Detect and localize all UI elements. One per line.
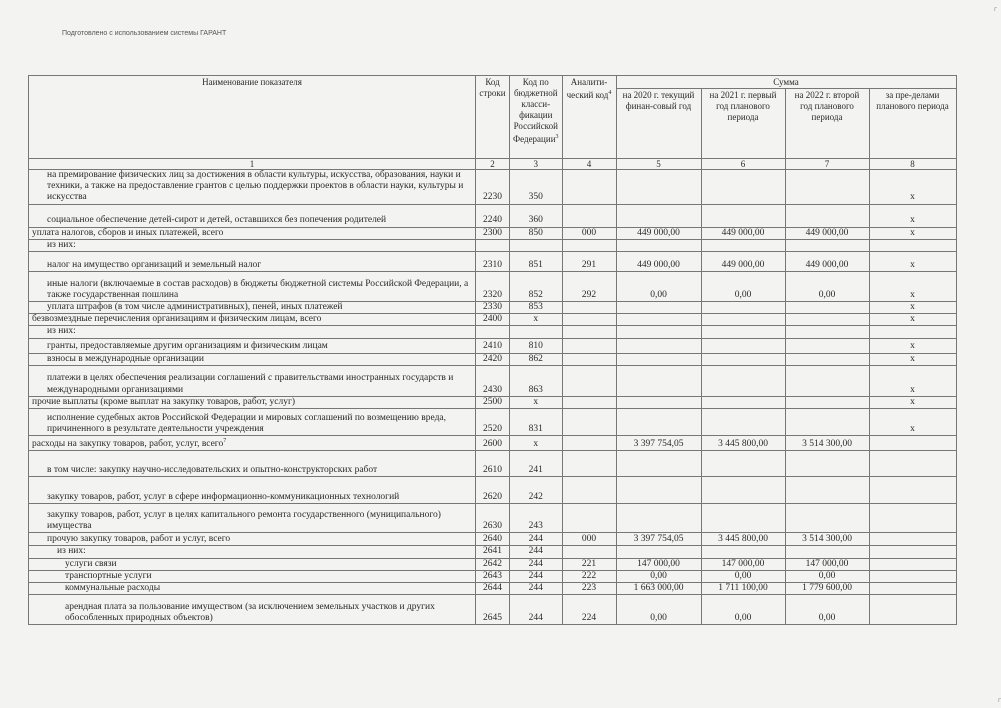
- row-code: 2410: [476, 338, 510, 353]
- row-value-2021: [701, 314, 785, 326]
- col-header-name: Наименование показателя: [29, 76, 476, 159]
- row-analytic: [562, 451, 616, 477]
- col-num: 1: [29, 159, 476, 170]
- row-value-2021: 3 445 800,00: [701, 436, 785, 451]
- row-kbk: 850: [510, 227, 563, 239]
- row-value-2022: [785, 396, 869, 408]
- row-kbk: 851: [510, 252, 563, 272]
- column-numbers-row: [29, 159, 957, 170]
- row-analytic: [562, 326, 616, 338]
- row-value-2021: [701, 338, 785, 353]
- row-value-2020: [616, 239, 701, 251]
- row-name: из них:: [29, 326, 476, 338]
- row-analytic: 223: [562, 583, 616, 595]
- row-value-beyond: [869, 477, 956, 504]
- row-value-2022: 3 514 300,00: [785, 533, 869, 546]
- table-row: [29, 477, 957, 504]
- row-name: услуги связи: [29, 558, 476, 570]
- table-row: [29, 326, 957, 338]
- row-value-beyond: [869, 436, 956, 451]
- row-value-2020: [616, 170, 701, 205]
- row-value-2021: [701, 170, 785, 205]
- table-row: [29, 239, 957, 251]
- row-value-2020: 0,00: [616, 595, 701, 625]
- row-name: расходы на закупку товаров, работ, услуг, всего$^7$: [29, 436, 476, 451]
- row-name: гранты, предоставляемые другим организациям и физическим лицам: [29, 338, 476, 353]
- row-analytic: 292: [562, 272, 616, 302]
- row-value-2022: 449 000,00: [785, 252, 869, 272]
- row-value-2020: [616, 314, 701, 326]
- row-value-2020: [616, 326, 701, 338]
- row-name: уплата штрафов (в том числе административных), пеней, иных платежей: [29, 302, 476, 314]
- row-analytic: [562, 302, 616, 314]
- row-code: 2620: [476, 477, 510, 504]
- row-name: арендная плата за пользование имуществом (за исключением земельных участков и других обособленных природных объектов): [29, 595, 476, 625]
- row-value-2021: 147 000,00: [701, 558, 785, 570]
- row-value-2022: [785, 451, 869, 477]
- row-value-beyond: [869, 504, 956, 533]
- row-value-2021: [701, 504, 785, 533]
- row-analytic: 000: [562, 533, 616, 546]
- row-value-beyond: [869, 583, 956, 595]
- row-value-2021: [701, 451, 785, 477]
- row-analytic: [562, 396, 616, 408]
- row-value-2020: 0,00: [616, 570, 701, 582]
- table-row: [29, 504, 957, 533]
- row-code: 2520: [476, 409, 510, 436]
- col-header-2022: на 2022 г. второй год планового периода: [785, 89, 869, 159]
- row-code: 2640: [476, 533, 510, 546]
- table-row: [29, 170, 957, 205]
- row-name: в том числе: закупку научно-исследовательских и опытно-конструкторских работ: [29, 451, 476, 477]
- row-value-2022: 147 000,00: [785, 558, 869, 570]
- table-row: [29, 272, 957, 302]
- col-header-code-row: Код строки: [476, 76, 510, 159]
- table-row: [29, 353, 957, 365]
- col-header-kbk: Код по бюджетной класси-фикации Российской Федерации$^3$: [510, 76, 563, 159]
- row-value-2022: 0,00: [785, 570, 869, 582]
- table-row: [29, 227, 957, 239]
- row-value-beyond: х: [869, 302, 956, 314]
- row-kbk: 852: [510, 272, 563, 302]
- row-name: коммунальные расходы: [29, 583, 476, 595]
- row-value-beyond: х: [869, 314, 956, 326]
- col-header-beyond: за пре-делами планового периода: [869, 89, 956, 159]
- header-note: Подготовлено с использованием системы ГАРАНТ: [62, 30, 227, 37]
- row-value-beyond: [869, 533, 956, 546]
- row-kbk: 831: [510, 409, 563, 436]
- row-name: социальное обеспечение детей-сирот и детей, оставшихся без попечения родителей: [29, 204, 476, 227]
- row-code: 2230: [476, 170, 510, 205]
- row-analytic: [562, 314, 616, 326]
- row-value-2020: [616, 204, 701, 227]
- row-value-beyond: х: [869, 204, 956, 227]
- row-code: 2320: [476, 272, 510, 302]
- row-name: закупку товаров, работ, услуг в сфере информационно-коммуникационных технологий: [29, 477, 476, 504]
- row-value-beyond: [869, 451, 956, 477]
- row-value-2021: [701, 546, 785, 558]
- row-value-2022: 0,00: [785, 272, 869, 302]
- row-value-2022: 3 514 300,00: [785, 436, 869, 451]
- row-value-2020: 3 397 754,05: [616, 533, 701, 546]
- col-num: 5: [616, 159, 701, 170]
- row-kbk: 244: [510, 533, 563, 546]
- row-value-2021: [701, 365, 785, 396]
- row-value-2021: [701, 409, 785, 436]
- row-name: налог на имущество организаций и земельный налог: [29, 252, 476, 272]
- row-kbk: 244: [510, 546, 563, 558]
- row-value-2020: [616, 338, 701, 353]
- table-row: [29, 396, 957, 408]
- row-value-beyond: [869, 326, 956, 338]
- row-kbk: 244: [510, 583, 563, 595]
- row-value-2020: [616, 302, 701, 314]
- row-value-2020: [616, 409, 701, 436]
- row-name: закупку товаров, работ, услуг в целях капитального ремонта государственного (муниципального) имущества: [29, 504, 476, 533]
- row-value-2020: 1 663 000,00: [616, 583, 701, 595]
- row-analytic: 221: [562, 558, 616, 570]
- row-value-beyond: х: [869, 396, 956, 408]
- row-value-2022: [785, 239, 869, 251]
- row-value-2021: [701, 239, 785, 251]
- row-code: [476, 326, 510, 338]
- table-row: [29, 338, 957, 353]
- row-code: 2310: [476, 252, 510, 272]
- budget-table: [28, 75, 957, 625]
- col-header-analytic: Аналити-ческий код$^4$: [562, 76, 616, 159]
- row-value-2022: [785, 409, 869, 436]
- row-value-2020: [616, 396, 701, 408]
- row-analytic: [562, 436, 616, 451]
- row-kbk: 810: [510, 338, 563, 353]
- row-value-2022: [785, 546, 869, 558]
- row-kbk: 863: [510, 365, 563, 396]
- table-row: [29, 204, 957, 227]
- row-value-beyond: [869, 570, 956, 582]
- row-name: исполнение судебных актов Российской Федерации и мировых соглашений по возмещению вреда, причиненного в результате деятельности учреждения: [29, 409, 476, 436]
- row-value-beyond: [869, 239, 956, 251]
- table-row: [29, 314, 957, 326]
- row-value-beyond: х: [869, 170, 956, 205]
- row-value-2020: [616, 365, 701, 396]
- row-value-2020: [616, 451, 701, 477]
- row-kbk: 862: [510, 353, 563, 365]
- row-kbk: 244: [510, 595, 563, 625]
- row-value-2020: 449 000,00: [616, 227, 701, 239]
- row-value-2021: 3 445 800,00: [701, 533, 785, 546]
- row-value-2021: [701, 326, 785, 338]
- row-value-2021: 1 711 100,00: [701, 583, 785, 595]
- row-value-beyond: х: [869, 353, 956, 365]
- table-row: [29, 302, 957, 314]
- row-name: на премирование физических лиц за достижения в области культуры, искусства, образования, науки и техники, а также на предоставление грантов с целью поддержки проектов в области науки, культуры и искусства: [29, 170, 476, 205]
- row-analytic: [562, 365, 616, 396]
- col-num: 4: [562, 159, 616, 170]
- row-value-2021: [701, 204, 785, 227]
- row-value-2021: 449 000,00: [701, 227, 785, 239]
- row-code: 2600: [476, 436, 510, 451]
- table-row: [29, 583, 957, 595]
- row-kbk: 350: [510, 170, 563, 205]
- row-code: 2641: [476, 546, 510, 558]
- row-kbk: 242: [510, 477, 563, 504]
- row-value-2021: 0,00: [701, 272, 785, 302]
- table-row: [29, 252, 957, 272]
- row-analytic: [562, 409, 616, 436]
- row-code: 2644: [476, 583, 510, 595]
- row-value-2020: [616, 477, 701, 504]
- row-code: 2642: [476, 558, 510, 570]
- row-value-beyond: [869, 595, 956, 625]
- col-num: 6: [701, 159, 785, 170]
- row-code: 2610: [476, 451, 510, 477]
- row-value-2022: [785, 353, 869, 365]
- row-value-2022: [785, 504, 869, 533]
- row-value-2022: [785, 302, 869, 314]
- col-num: 8: [869, 159, 956, 170]
- row-code: 2643: [476, 570, 510, 582]
- table-row: [29, 595, 957, 625]
- row-value-beyond: х: [869, 272, 956, 302]
- row-code: 2645: [476, 595, 510, 625]
- row-value-2021: 449 000,00: [701, 252, 785, 272]
- row-analytic: 222: [562, 570, 616, 582]
- row-value-2020: [616, 353, 701, 365]
- table-row: [29, 409, 957, 436]
- row-code: 2420: [476, 353, 510, 365]
- row-analytic: [562, 477, 616, 504]
- row-name: иные налоги (включаемые в состав расходов) в бюджеты бюджетной системы Российской Федерации, а также государственная пошлина: [29, 272, 476, 302]
- row-analytic: 291: [562, 252, 616, 272]
- row-value-2021: 0,00: [701, 570, 785, 582]
- col-header-2020: на 2020 г. текущий финан-совый год: [616, 89, 701, 159]
- row-code: 2500: [476, 396, 510, 408]
- row-value-2022: [785, 365, 869, 396]
- row-kbk: х: [510, 396, 563, 408]
- table-row: [29, 451, 957, 477]
- row-value-beyond: [869, 546, 956, 558]
- col-header-sum: Сумма: [616, 76, 956, 89]
- corner-mark-top: г: [994, 6, 998, 13]
- row-value-2020: 147 000,00: [616, 558, 701, 570]
- row-value-beyond: х: [869, 252, 956, 272]
- row-code: 2300: [476, 227, 510, 239]
- row-analytic: [562, 239, 616, 251]
- row-value-2022: [785, 314, 869, 326]
- row-value-2022: [785, 477, 869, 504]
- row-value-2022: [785, 170, 869, 205]
- row-value-2021: [701, 396, 785, 408]
- row-value-2020: 3 397 754,05: [616, 436, 701, 451]
- row-code: 2430: [476, 365, 510, 396]
- row-name: безвозмездные перечисления организациям и физическим лицам, всего: [29, 314, 476, 326]
- row-value-2020: 0,00: [616, 272, 701, 302]
- row-value-2020: 449 000,00: [616, 252, 701, 272]
- row-kbk: 241: [510, 451, 563, 477]
- row-analytic: [562, 546, 616, 558]
- row-name: взносы в международные организации: [29, 353, 476, 365]
- row-value-2021: [701, 302, 785, 314]
- row-value-2022: 0,00: [785, 595, 869, 625]
- row-value-beyond: х: [869, 338, 956, 353]
- table-row: [29, 436, 957, 451]
- row-kbk: 243: [510, 504, 563, 533]
- row-value-2022: [785, 204, 869, 227]
- col-num: 3: [510, 159, 563, 170]
- row-name: прочую закупку товаров, работ и услуг, всего: [29, 533, 476, 546]
- row-value-2021: [701, 477, 785, 504]
- row-value-beyond: х: [869, 365, 956, 396]
- row-value-2022: [785, 326, 869, 338]
- row-analytic: [562, 338, 616, 353]
- row-kbk: [510, 326, 563, 338]
- row-code: 2330: [476, 302, 510, 314]
- row-analytic: 000: [562, 227, 616, 239]
- row-value-2021: [701, 353, 785, 365]
- row-analytic: [562, 204, 616, 227]
- row-analytic: [562, 353, 616, 365]
- row-name: уплата налогов, сборов и иных платежей, всего: [29, 227, 476, 239]
- row-value-2022: [785, 338, 869, 353]
- corner-mark-bottom: г: [998, 697, 1001, 704]
- row-value-beyond: [869, 558, 956, 570]
- col-num: 2: [476, 159, 510, 170]
- row-code: 2400: [476, 314, 510, 326]
- row-kbk: [510, 239, 563, 251]
- row-name: из них:: [29, 546, 476, 558]
- row-name: платежи в целях обеспечения реализации соглашений с правительствами иностранных государств и международными организациями: [29, 365, 476, 396]
- row-kbk: 360: [510, 204, 563, 227]
- table-row: [29, 546, 957, 558]
- row-value-2020: [616, 546, 701, 558]
- row-value-2022: 449 000,00: [785, 227, 869, 239]
- row-name: из них:: [29, 239, 476, 251]
- table-row: [29, 558, 957, 570]
- row-kbk: х: [510, 436, 563, 451]
- row-code: 2630: [476, 504, 510, 533]
- row-analytic: [562, 504, 616, 533]
- row-value-beyond: х: [869, 409, 956, 436]
- row-name: прочие выплаты (кроме выплат на закупку товаров, работ, услуг): [29, 396, 476, 408]
- row-analytic: [562, 170, 616, 205]
- row-code: 2240: [476, 204, 510, 227]
- col-num: 7: [785, 159, 869, 170]
- row-kbk: 853: [510, 302, 563, 314]
- table-row: [29, 533, 957, 546]
- col-header-2021: на 2021 г. первый год планового периода: [701, 89, 785, 159]
- row-name: транспортные услуги: [29, 570, 476, 582]
- row-analytic: 224: [562, 595, 616, 625]
- row-value-2022: 1 779 600,00: [785, 583, 869, 595]
- row-kbk: 244: [510, 570, 563, 582]
- row-kbk: х: [510, 314, 563, 326]
- row-value-2020: [616, 504, 701, 533]
- table-row: [29, 365, 957, 396]
- row-kbk: 244: [510, 558, 563, 570]
- row-code: [476, 239, 510, 251]
- table-row: [29, 570, 957, 582]
- row-value-beyond: х: [869, 227, 956, 239]
- row-value-2021: 0,00: [701, 595, 785, 625]
